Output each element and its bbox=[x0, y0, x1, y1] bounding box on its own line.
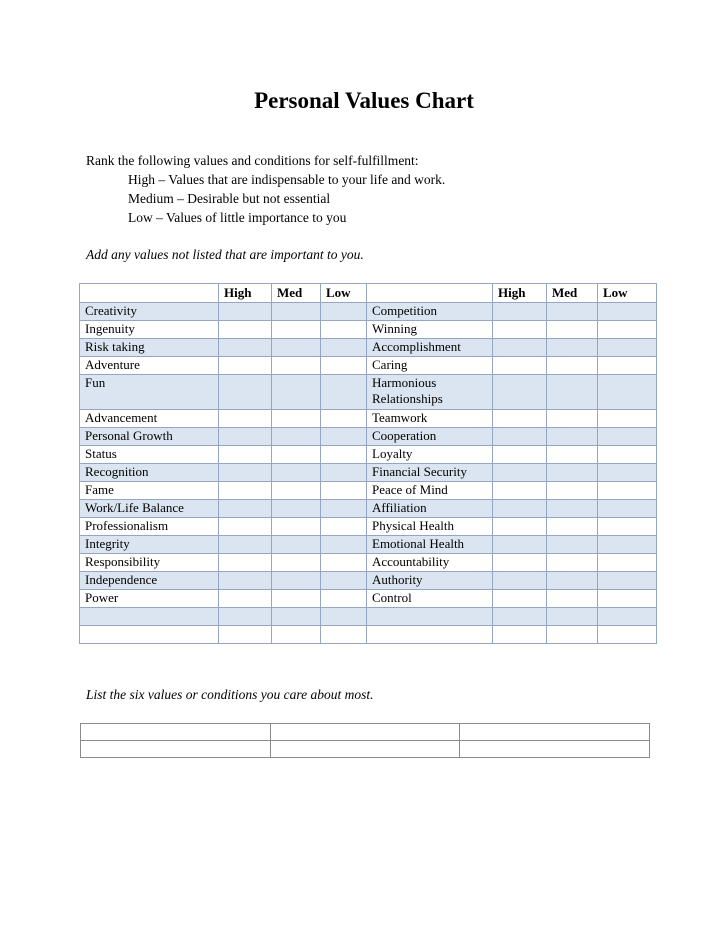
low-rank-cell[interactable] bbox=[598, 357, 657, 375]
value-label-left: Fame bbox=[80, 482, 219, 500]
low-rank-cell[interactable] bbox=[321, 572, 367, 590]
low-rank-cell[interactable] bbox=[598, 410, 657, 428]
top-six-cell[interactable] bbox=[270, 741, 460, 758]
value-label-left: Integrity bbox=[80, 536, 219, 554]
add-values-note: Add any values not listed that are important to you. bbox=[86, 247, 364, 262]
value-row bbox=[80, 500, 657, 518]
high-rank-cell[interactable] bbox=[493, 536, 547, 554]
med-rank-cell[interactable] bbox=[547, 554, 598, 572]
low-rank-cell[interactable] bbox=[598, 321, 657, 339]
value-label-left: Personal Growth bbox=[80, 428, 219, 446]
value-row bbox=[80, 446, 657, 464]
low-rank-cell[interactable] bbox=[598, 518, 657, 536]
med-rank-cell[interactable] bbox=[272, 482, 321, 500]
high-rank-cell[interactable] bbox=[219, 410, 272, 428]
high-rank-cell[interactable] bbox=[493, 428, 547, 446]
low-rank-cell[interactable] bbox=[598, 608, 657, 626]
value-label-left: Advancement bbox=[80, 410, 219, 428]
med-rank-cell[interactable] bbox=[547, 536, 598, 554]
value-label-right: Affiliation bbox=[367, 500, 493, 518]
med-rank-cell[interactable] bbox=[547, 446, 598, 464]
value-row bbox=[80, 375, 657, 410]
top-six-row bbox=[81, 724, 650, 741]
high-rank-cell[interactable] bbox=[219, 590, 272, 608]
header-low-right: Low bbox=[598, 284, 657, 303]
med-rank-cell[interactable] bbox=[272, 446, 321, 464]
value-label-right: Peace of Mind bbox=[367, 482, 493, 500]
low-rank-cell[interactable] bbox=[321, 536, 367, 554]
med-rank-cell[interactable] bbox=[272, 339, 321, 357]
high-rank-cell[interactable] bbox=[219, 375, 272, 410]
value-row bbox=[80, 608, 657, 626]
header-high-left: High bbox=[219, 284, 272, 303]
value-label-right: Financial Security bbox=[367, 464, 493, 482]
high-rank-cell[interactable] bbox=[493, 464, 547, 482]
top-six-note: List the six values or conditions you care about most. bbox=[86, 687, 374, 702]
high-rank-cell[interactable] bbox=[493, 554, 547, 572]
high-rank-cell[interactable] bbox=[493, 303, 547, 321]
high-rank-cell[interactable] bbox=[493, 357, 547, 375]
level-medium-description: Medium – Desirable but not essential bbox=[128, 191, 331, 206]
header-med-right: Med bbox=[547, 284, 598, 303]
high-rank-cell[interactable] bbox=[219, 339, 272, 357]
value-row bbox=[80, 482, 657, 500]
low-rank-cell[interactable] bbox=[598, 464, 657, 482]
med-rank-cell[interactable] bbox=[272, 357, 321, 375]
low-rank-cell[interactable] bbox=[321, 428, 367, 446]
low-rank-cell[interactable] bbox=[321, 410, 367, 428]
high-rank-cell[interactable] bbox=[219, 357, 272, 375]
med-rank-cell[interactable] bbox=[272, 428, 321, 446]
med-rank-cell[interactable] bbox=[547, 518, 598, 536]
high-rank-cell[interactable] bbox=[493, 321, 547, 339]
high-rank-cell[interactable] bbox=[493, 410, 547, 428]
value-label-left bbox=[80, 608, 219, 626]
med-rank-cell[interactable] bbox=[547, 321, 598, 339]
low-rank-cell[interactable] bbox=[321, 446, 367, 464]
value-label-left: Recognition bbox=[80, 464, 219, 482]
value-label-right bbox=[367, 608, 493, 626]
value-label-right: Accomplishment bbox=[367, 339, 493, 357]
low-rank-cell[interactable] bbox=[598, 626, 657, 644]
high-rank-cell[interactable] bbox=[493, 500, 547, 518]
value-label-right: Cooperation bbox=[367, 428, 493, 446]
med-rank-cell[interactable] bbox=[272, 500, 321, 518]
value-label-left: Power bbox=[80, 590, 219, 608]
value-row bbox=[80, 554, 657, 572]
top-six-cell[interactable] bbox=[81, 724, 271, 741]
value-label-right bbox=[367, 626, 493, 644]
high-rank-cell[interactable] bbox=[493, 626, 547, 644]
low-rank-cell[interactable] bbox=[321, 357, 367, 375]
values-table bbox=[79, 283, 657, 644]
instructions-line: Rank the following values and conditions for self-fulfillment: bbox=[86, 153, 419, 168]
med-rank-cell[interactable] bbox=[547, 590, 598, 608]
value-row bbox=[80, 572, 657, 590]
top-six-cell[interactable] bbox=[270, 724, 460, 741]
header-high-right: High bbox=[493, 284, 547, 303]
low-rank-cell[interactable] bbox=[598, 482, 657, 500]
high-rank-cell[interactable] bbox=[493, 446, 547, 464]
value-label-left: Independence bbox=[80, 572, 219, 590]
value-label-right: Caring bbox=[367, 357, 493, 375]
value-label-right: Accountability bbox=[367, 554, 493, 572]
high-rank-cell[interactable] bbox=[219, 303, 272, 321]
value-row bbox=[80, 410, 657, 428]
high-rank-cell[interactable] bbox=[219, 428, 272, 446]
high-rank-cell[interactable] bbox=[493, 339, 547, 357]
value-row bbox=[80, 428, 657, 446]
low-rank-cell[interactable] bbox=[598, 590, 657, 608]
low-rank-cell[interactable] bbox=[598, 375, 657, 410]
value-label-left: Work/Life Balance bbox=[80, 500, 219, 518]
value-row bbox=[80, 518, 657, 536]
value-label-left: Creativity bbox=[80, 303, 219, 321]
high-rank-cell[interactable] bbox=[219, 536, 272, 554]
med-rank-cell[interactable] bbox=[547, 303, 598, 321]
header-row bbox=[80, 284, 657, 303]
value-label-left: Risk taking bbox=[80, 339, 219, 357]
med-rank-cell[interactable] bbox=[547, 626, 598, 644]
value-label-right: Harmonious Relationships bbox=[367, 375, 493, 410]
med-rank-cell[interactable] bbox=[547, 339, 598, 357]
med-rank-cell[interactable] bbox=[272, 626, 321, 644]
low-rank-cell[interactable] bbox=[598, 339, 657, 357]
high-rank-cell[interactable] bbox=[219, 554, 272, 572]
high-rank-cell[interactable] bbox=[219, 518, 272, 536]
high-rank-cell[interactable] bbox=[219, 572, 272, 590]
med-rank-cell[interactable] bbox=[272, 572, 321, 590]
value-row bbox=[80, 321, 657, 339]
value-label-left: Fun bbox=[80, 375, 219, 410]
header-blank-left bbox=[80, 284, 219, 303]
low-rank-cell[interactable] bbox=[598, 428, 657, 446]
value-label-right: Teamwork bbox=[367, 410, 493, 428]
high-rank-cell[interactable] bbox=[493, 572, 547, 590]
value-label-right: Control bbox=[367, 590, 493, 608]
low-rank-cell[interactable] bbox=[321, 500, 367, 518]
value-row bbox=[80, 303, 657, 321]
med-rank-cell[interactable] bbox=[547, 464, 598, 482]
med-rank-cell[interactable] bbox=[272, 410, 321, 428]
high-rank-cell[interactable] bbox=[493, 518, 547, 536]
high-rank-cell[interactable] bbox=[219, 482, 272, 500]
level-high-description: High – Values that are indispensable to your life and work. bbox=[128, 172, 446, 187]
high-rank-cell[interactable] bbox=[219, 321, 272, 339]
high-rank-cell[interactable] bbox=[493, 608, 547, 626]
header-low-left: Low bbox=[321, 284, 367, 303]
low-rank-cell[interactable] bbox=[321, 626, 367, 644]
low-rank-cell[interactable] bbox=[598, 500, 657, 518]
value-label-right: Emotional Health bbox=[367, 536, 493, 554]
low-rank-cell[interactable] bbox=[598, 446, 657, 464]
value-label-left: Responsibility bbox=[80, 554, 219, 572]
high-rank-cell[interactable] bbox=[219, 464, 272, 482]
header-blank-right bbox=[367, 284, 493, 303]
value-label-right: Competition bbox=[367, 303, 493, 321]
med-rank-cell[interactable] bbox=[272, 554, 321, 572]
low-rank-cell[interactable] bbox=[321, 375, 367, 410]
top-six-cell[interactable] bbox=[460, 741, 650, 758]
med-rank-cell[interactable] bbox=[547, 357, 598, 375]
top-six-row bbox=[81, 741, 650, 758]
med-rank-cell[interactable] bbox=[547, 572, 598, 590]
med-rank-cell[interactable] bbox=[272, 303, 321, 321]
high-rank-cell[interactable] bbox=[219, 500, 272, 518]
value-row bbox=[80, 536, 657, 554]
high-rank-cell[interactable] bbox=[219, 446, 272, 464]
low-rank-cell[interactable] bbox=[598, 536, 657, 554]
high-rank-cell[interactable] bbox=[493, 482, 547, 500]
value-label-left: Adventure bbox=[80, 357, 219, 375]
med-rank-cell[interactable] bbox=[547, 482, 598, 500]
low-rank-cell[interactable] bbox=[321, 608, 367, 626]
med-rank-cell[interactable] bbox=[547, 428, 598, 446]
value-label-right: Loyalty bbox=[367, 446, 493, 464]
low-rank-cell[interactable] bbox=[598, 572, 657, 590]
low-rank-cell[interactable] bbox=[598, 554, 657, 572]
top-six-cell[interactable] bbox=[81, 741, 271, 758]
med-rank-cell[interactable] bbox=[547, 375, 598, 410]
low-rank-cell[interactable] bbox=[598, 303, 657, 321]
med-rank-cell[interactable] bbox=[272, 321, 321, 339]
high-rank-cell[interactable] bbox=[493, 375, 547, 410]
low-rank-cell[interactable] bbox=[321, 590, 367, 608]
value-row bbox=[80, 357, 657, 375]
med-rank-cell[interactable] bbox=[272, 536, 321, 554]
med-rank-cell[interactable] bbox=[272, 375, 321, 410]
top-six-cell[interactable] bbox=[460, 724, 650, 741]
med-rank-cell[interactable] bbox=[272, 590, 321, 608]
high-rank-cell[interactable] bbox=[493, 590, 547, 608]
low-rank-cell[interactable] bbox=[321, 464, 367, 482]
high-rank-cell[interactable] bbox=[219, 608, 272, 626]
value-label-left: Professionalism bbox=[80, 518, 219, 536]
low-rank-cell[interactable] bbox=[321, 303, 367, 321]
value-row bbox=[80, 464, 657, 482]
high-rank-cell[interactable] bbox=[219, 626, 272, 644]
instructions bbox=[86, 151, 445, 227]
value-label-right: Authority bbox=[367, 572, 493, 590]
low-rank-cell[interactable] bbox=[321, 554, 367, 572]
value-label-left: Ingenuity bbox=[80, 321, 219, 339]
low-rank-cell[interactable] bbox=[321, 518, 367, 536]
med-rank-cell[interactable] bbox=[547, 500, 598, 518]
page-title: Personal Values Chart bbox=[254, 88, 474, 113]
level-low-description: Low – Values of little importance to you bbox=[128, 210, 347, 225]
low-rank-cell[interactable] bbox=[321, 482, 367, 500]
med-rank-cell[interactable] bbox=[547, 410, 598, 428]
value-label-right: Physical Health bbox=[367, 518, 493, 536]
med-rank-cell[interactable] bbox=[547, 608, 598, 626]
low-rank-cell[interactable] bbox=[321, 339, 367, 357]
value-row bbox=[80, 339, 657, 357]
low-rank-cell[interactable] bbox=[321, 321, 367, 339]
value-label-right: Winning bbox=[367, 321, 493, 339]
med-rank-cell[interactable] bbox=[272, 464, 321, 482]
header-med-left: Med bbox=[272, 284, 321, 303]
value-label-left: Status bbox=[80, 446, 219, 464]
med-rank-cell[interactable] bbox=[272, 608, 321, 626]
value-label-left bbox=[80, 626, 219, 644]
value-row bbox=[80, 590, 657, 608]
value-row bbox=[80, 626, 657, 644]
med-rank-cell[interactable] bbox=[272, 518, 321, 536]
top-six-table bbox=[80, 723, 650, 758]
